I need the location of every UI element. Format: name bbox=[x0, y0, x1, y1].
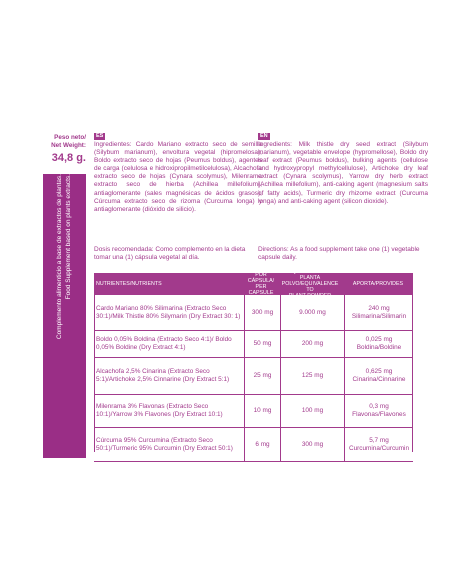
lang-tag-en: EN bbox=[260, 133, 268, 139]
table-row bbox=[94, 428, 413, 462]
net-weight-label bbox=[34, 134, 86, 150]
table-row bbox=[94, 358, 413, 395]
nutrient-name: Alcachofa 2,5% Cinarina (Extracto Seco 5:1)/Artichoke 2,5% Cinnarine (Dry Extract 5:1) bbox=[96, 368, 230, 383]
table-border-left bbox=[94, 273, 95, 452]
nutrient-table-body bbox=[94, 295, 413, 462]
header-nutrients: NUTRIENTES/NUTRIENTS bbox=[96, 281, 162, 287]
equivalence-value: 200 mg bbox=[280, 331, 344, 357]
equivalence-value: 9.000 mg bbox=[280, 295, 344, 330]
provides-value: 0,625 mg Cinarina/Cinnarine bbox=[344, 358, 413, 394]
equivalence-value: 300 mg bbox=[280, 428, 344, 461]
nutrient-name: Milenrama 3% Flavonas (Extracto Seco 10:1)/Yarrow 3% Flavones (Dry Extract 10:1) bbox=[96, 403, 223, 418]
header-equivalence: EQUIVALENCIA A PLANTA POLVO/EQUIVALENCE TO PLANT POWDER bbox=[281, 269, 339, 299]
nutrient-name: Cúrcuma 95% Curcumina (Extracto Seco 50:1)/Turmeric 95% Curcumin (Dry Extract 50:1) bbox=[96, 436, 233, 452]
per-capsule-value: 10 mg bbox=[244, 395, 280, 427]
ingredients-en-column bbox=[258, 132, 428, 206]
net-weight-label-es: Peso neto/ bbox=[54, 134, 86, 141]
lang-tag-es: ES bbox=[96, 133, 104, 139]
ingredients-es: Ingredientes: Cardo Mariano extracto seco de semilla (Silybum marianum), envoltura vegetal (hipromelosa), Boldo extracto seco de hojas (Peumus boldus), agentes de carga (celulosa e hidroxipropilmetilcelulosa), Alcachofa extracto seco de hojas (Cynara scolymus), Milenrama extracto seco de hierba (Achillea millefolium), antiaglomerante (sales magnésicas de ácidos grasos), Cúrcuma extracto seco de rizoma (Curcuma longa) y antiaglomerante (dióxido de silicio). bbox=[94, 141, 262, 213]
vertical-description-en: Food Supplement based on plants extracts. bbox=[64, 174, 72, 300]
provides-value: 240 mg Silimarina/Silimarin bbox=[344, 295, 413, 330]
net-weight-value: 34,8 g. bbox=[51, 152, 86, 164]
table-row bbox=[94, 331, 413, 358]
equivalence-value: 125 mg bbox=[280, 358, 344, 394]
per-capsule-value: 300 mg bbox=[244, 295, 280, 330]
provides-value: 0,3 mg Flavonas/Flavones bbox=[344, 395, 413, 427]
table-row bbox=[94, 295, 413, 331]
provides-value: 5,7 mg Curcumina/Curcumin bbox=[344, 428, 413, 461]
header-per-capsule: POR CÁPSULA/ PER CAPSULE bbox=[247, 272, 275, 296]
table-border-right bbox=[412, 273, 413, 452]
vertical-description-es: Complemento alimenticio a base de extractos de plantas. bbox=[55, 174, 63, 340]
provides-value: 0,025 mg Boldina/Boldine bbox=[344, 331, 413, 357]
nutrient-name: Boldo 0,05% Boldina (Extracto Seco 4:1)/ Boldo 0,05% Boldine (Dry Extract 4:1) bbox=[96, 336, 232, 351]
header-provides: APORTA/PROVIDES bbox=[352, 281, 404, 287]
equivalence-value: 100 mg bbox=[280, 395, 344, 427]
per-capsule-value: 50 mg bbox=[244, 331, 280, 357]
vertical-description-text bbox=[55, 174, 75, 458]
nutrient-name: Cardo Mariano 80% Silimarina (Extracto Seco 30:1)/Milk Thistle 80% Silymarin (Dry Extract 30: 1) bbox=[96, 304, 241, 320]
table-row bbox=[94, 395, 413, 428]
dose-es: Dosis recomendada: Como complemento en la dieta tomar una (1) cápsula vegetal al día. bbox=[94, 246, 246, 262]
net-weight-label-en: Net Weight: bbox=[51, 142, 86, 149]
ingredients-en: Ingredients: Milk thistle dry seed extract (Silybum marianum), vegetable envelope (hypromellose), Boldo dry leaf extract (Peumus boldus), bulking agents (cellulose and hydroxypropyl methylcellulose), Artichoke dry leaf extract (Cynara scolymus), Yarrow dry herb extract (Achillea millefolium), anti-caking agent (magnesium salts of fatty acids), Turmeric dry rhizome extract (Curcuma longa) and anti-caking agent (silicon dioxide). bbox=[258, 141, 428, 205]
per-capsule-value: 6 mg bbox=[244, 428, 280, 461]
nutrient-table-header bbox=[94, 269, 413, 299]
per-capsule-value: 25 mg bbox=[244, 358, 280, 394]
dose-en: Directions: As a food supplement take one (1) vegetable capsule daily. bbox=[258, 246, 420, 262]
ingredients-es-column bbox=[94, 132, 262, 214]
